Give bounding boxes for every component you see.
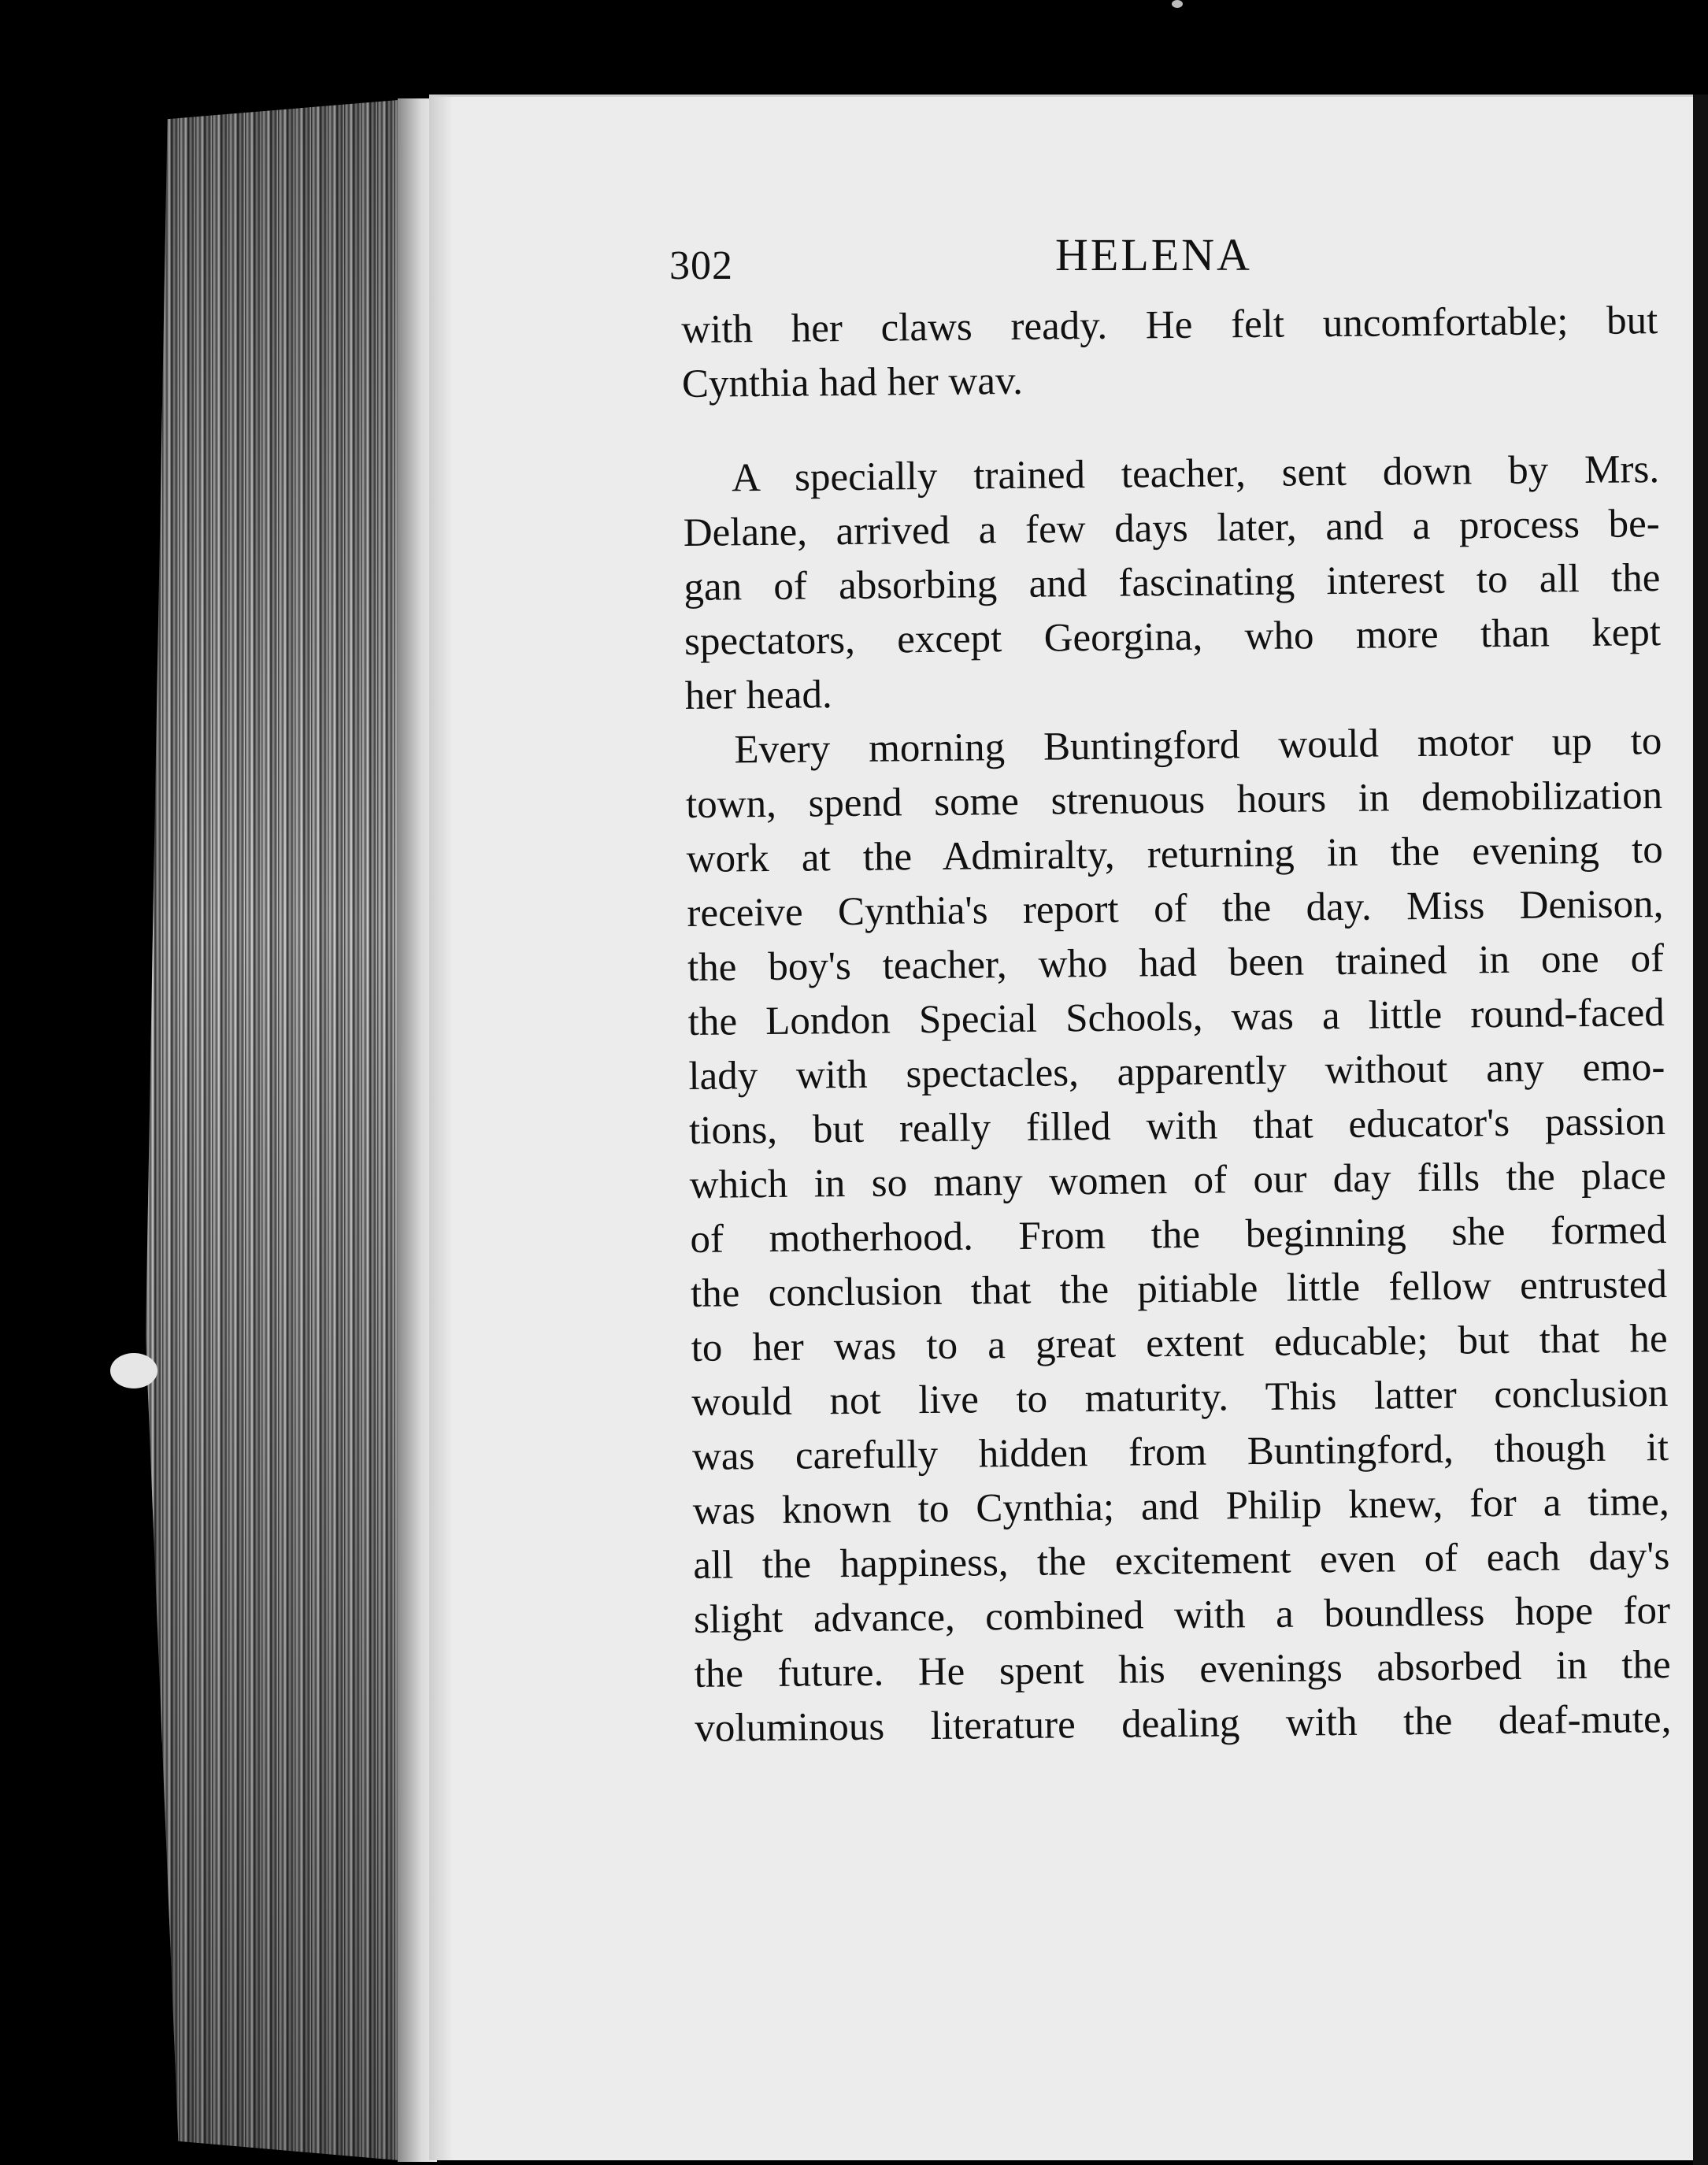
body-text <box>681 294 1672 1756</box>
text-line: spectators, except Georgina, who more than kept <box>684 610 1662 664</box>
text-line: was carefully hidden from Buntingford, though it <box>691 1425 1669 1479</box>
paragraph <box>685 714 1672 1756</box>
text-line: town, spend some strenuous hours in demobilization <box>685 773 1663 827</box>
text-line: receive Cynthia's report of the day. Miss Denison, <box>687 882 1664 936</box>
page-number: 302 <box>669 243 733 288</box>
text-line: Every morning Buntingford would motor up to <box>734 719 1662 773</box>
text-line: the conclusion that the pitiable little fellow entrusted <box>690 1262 1668 1316</box>
text-line: Cynthia had her wav. <box>681 358 1024 406</box>
text-line: work at the Admiralty, returning in the evening to <box>686 828 1663 881</box>
text-line: her head. <box>684 673 832 718</box>
book-page-edges <box>146 98 417 2162</box>
text-line: the London Special Schools, was a little round-faced <box>687 991 1665 1044</box>
text-line: slight advance, combined with a boundless hope for <box>693 1589 1671 1642</box>
scan-artifact <box>1172 0 1183 8</box>
page-header <box>669 228 1654 299</box>
text-line: tions, but really filled with that educator's passion <box>688 1099 1666 1153</box>
paragraph <box>681 294 1658 412</box>
text-line: was known to Cynthia; and Philip knew, for a time, <box>692 1480 1669 1533</box>
text-line: lady with spectacles, apparently without any emo- <box>688 1045 1665 1099</box>
text-line: all the happiness, the excitement even of each day's <box>693 1534 1670 1588</box>
text-line: to her was to a great extent educable; but that he <box>691 1317 1668 1370</box>
text-line: which in so many women of our day fills the place <box>689 1154 1666 1207</box>
paragraph <box>683 443 1662 724</box>
text-line: of motherhood. From the beginning she formed <box>690 1208 1667 1262</box>
scan-artifact <box>110 1353 157 1388</box>
text-line: the boy's teacher, who had been trained in one of <box>687 936 1665 990</box>
text-line: voluminous literature dealing with the deaf-mute, <box>695 1697 1672 1751</box>
scan-border <box>1693 95 1708 2165</box>
text-line: would not live to maturity. This latter conclusion <box>691 1371 1669 1425</box>
text-line: Delane, arrived a few days later, and a process be- <box>683 502 1661 555</box>
running-head: HELENA <box>1055 229 1252 280</box>
text-line: the future. He spent his evenings absorbed in the <box>694 1643 1671 1696</box>
text-line: with her claws ready. He felt uncomfortable; but <box>681 298 1658 352</box>
text-line: A specially trained teacher, sent down by Mrs. <box>731 447 1660 501</box>
text-line: gan of absorbing and fascinating interest to all the <box>684 556 1661 610</box>
